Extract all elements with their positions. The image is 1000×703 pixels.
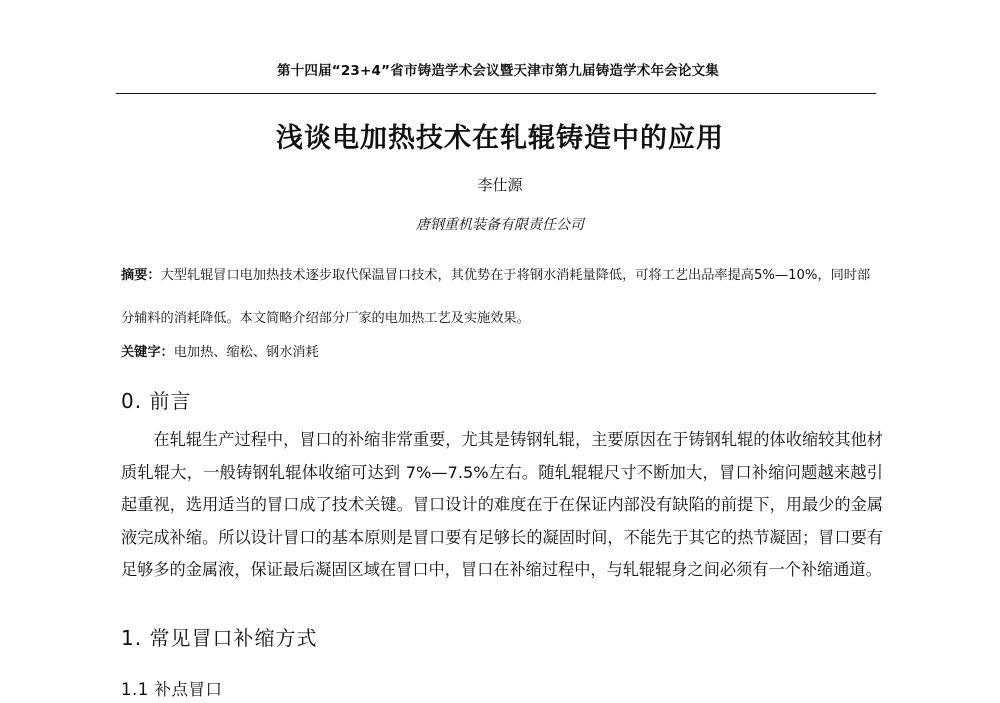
running-header: 第十四届“23+4”省市铸造学术会议暨天津市第九届铸造学术年会论文集 (276, 63, 720, 79)
author-name: 李仕源 (477, 176, 523, 194)
keywords-text: 电加热、缩松、钢水消耗 (173, 345, 319, 360)
intro-paragraph: 在轧辊生产过程中，冒口的补缩非常重要，尤其是铸钢轧辊，主要原因在于铸钢轧辊的体收缩较其他材质轧辊大，一般铸钢轧辊体收缩可达到 7%—7.5%左右。随轧辊辊尺寸不断加大，冒口补缩问题越来越引起重视，选用适当的冒口成了技术关键。冒口设计的难度在于在保证内部没有缺陷的前提下，用最少的金属液完成补缩。所以设计冒口的基本原则是冒口要有足够长的凝固时间，不能先于其它的热节凝固；冒口要有足够多的金属液，保证最后凝固区域在冒口中，冒口在补缩过程中，与轧辊辊身之间必须有一个补缩通道。 (121, 430, 883, 580)
abstract-text: 大型轧辊冒口电加热技术逐步取代保温冒口技术，其优势在于将钢水消耗量降低，可将工艺出品率提高5%—10%，同时部分辅料的消耗降低。本文简略介绍部分厂家的电加热工艺及实施效果。 (121, 268, 871, 326)
section-heading-riser-feeding: 1. 常见冒口补缩方式 (121, 626, 318, 650)
header-rule (116, 93, 876, 94)
keywords-label: 关键字： (121, 345, 174, 360)
abstract (121, 254, 879, 340)
subsection-heading-spot-riser: 1.1 补点冒口 (121, 680, 223, 699)
keywords (121, 341, 879, 360)
abstract-label: 摘要： (121, 268, 161, 283)
section-heading-intro: 0. 前言 (121, 389, 192, 413)
paper-title: 浅谈电加热技术在轧辊铸造中的应用 (276, 123, 724, 154)
author-affiliation: 唐钢重机装备有限责任公司 (416, 217, 584, 233)
